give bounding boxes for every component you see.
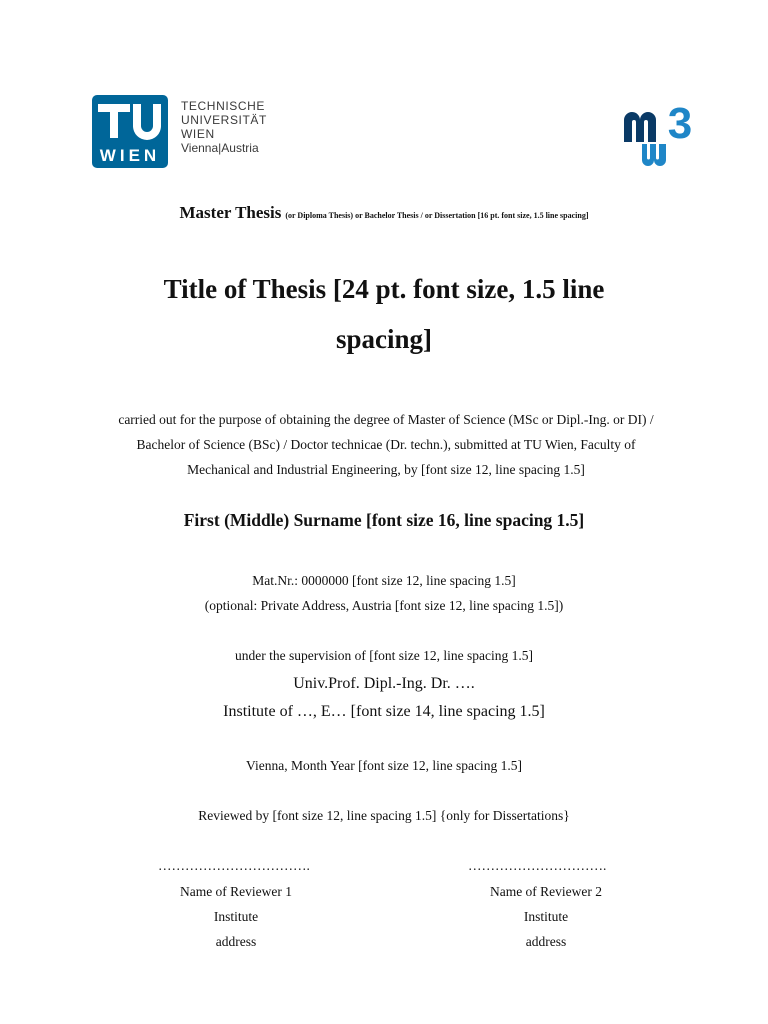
tu-line-2: UNIVERSITÄT	[181, 113, 267, 127]
tu-location: Vienna|Austria	[181, 141, 259, 155]
mw-faculty-logo-icon	[620, 98, 700, 170]
mw-superscript: 3	[667, 99, 693, 148]
reviewer-1-block	[86, 879, 386, 954]
purpose-line-2: Bachelor of Science (BSc) / Doctor technicae (Dr. techn.), submitted at TU Wien, Faculty of	[136, 437, 636, 452]
reviewer-2-block	[396, 879, 696, 954]
degree-type-line	[0, 203, 768, 223]
author-name: First (Middle) Surname [font size 16, line spacing 1.5]	[183, 510, 585, 530]
purpose-line-1: carried out for the purpose of obtaining the degree of Master of Science (MSc or Dipl.-Ing. or DI) /	[118, 412, 654, 427]
tu-wien-logo-icon	[92, 95, 168, 168]
reviewed-by: Reviewed by [font size 12, line spacing 1.5] {only for Dissertations}	[198, 808, 570, 823]
reviewer-1-name: Name of Reviewer 1	[179, 884, 293, 899]
reviewer-2-name: Name of Reviewer 2	[489, 884, 603, 899]
degree-type-note: (or Diploma Thesis) or Bachelor Thesis / or Dissertation [16 pt. font size, 1.5 line spacing]	[285, 211, 589, 220]
thesis-title-line-1: Title of Thesis [24 pt. font size, 1.5 line	[163, 274, 605, 304]
tu-mark-bottom: WIEN	[99, 146, 161, 165]
reviewer-2-address: address	[525, 934, 567, 949]
supervision-intro: under the supervision of [font size 12, line spacing 1.5]	[234, 648, 534, 663]
thesis-title-line-2: spacing]	[335, 324, 433, 354]
matriculation-number: Mat.Nr.: 0000000 [font size 12, line spacing 1.5]	[252, 573, 516, 588]
tu-line-1: TECHNISCHE	[181, 99, 266, 113]
reviewer-2-signature-line: ………………………….	[468, 858, 607, 873]
tu-line-3: WIEN	[181, 127, 215, 141]
supervisor-name: Univ.Prof. Dipl.-Ing. Dr. ….	[293, 675, 475, 692]
reviewer-1-address: address	[215, 934, 257, 949]
tu-wordmark	[181, 99, 267, 155]
place-and-date: Vienna, Month Year [font size 12, line spacing 1.5]	[246, 758, 522, 773]
degree-type-main: Master Thesis	[179, 203, 282, 222]
supervisor-institute: Institute of …, E… [font size 14, line spacing 1.5]	[223, 703, 545, 720]
reviewer-2-institute: Institute	[523, 909, 569, 924]
reviewer-1-institute: Institute	[213, 909, 259, 924]
thesis-title	[0, 264, 768, 364]
purpose-line-3: Mechanical and Industrial Engineering, by [font size 12, line spacing 1.5]	[187, 462, 585, 477]
reviewer-1-signature-line: …………………………….	[158, 858, 310, 873]
private-address: (optional: Private Address, Austria [font size 12, line spacing 1.5])	[204, 598, 564, 613]
purpose-statement	[60, 407, 712, 482]
